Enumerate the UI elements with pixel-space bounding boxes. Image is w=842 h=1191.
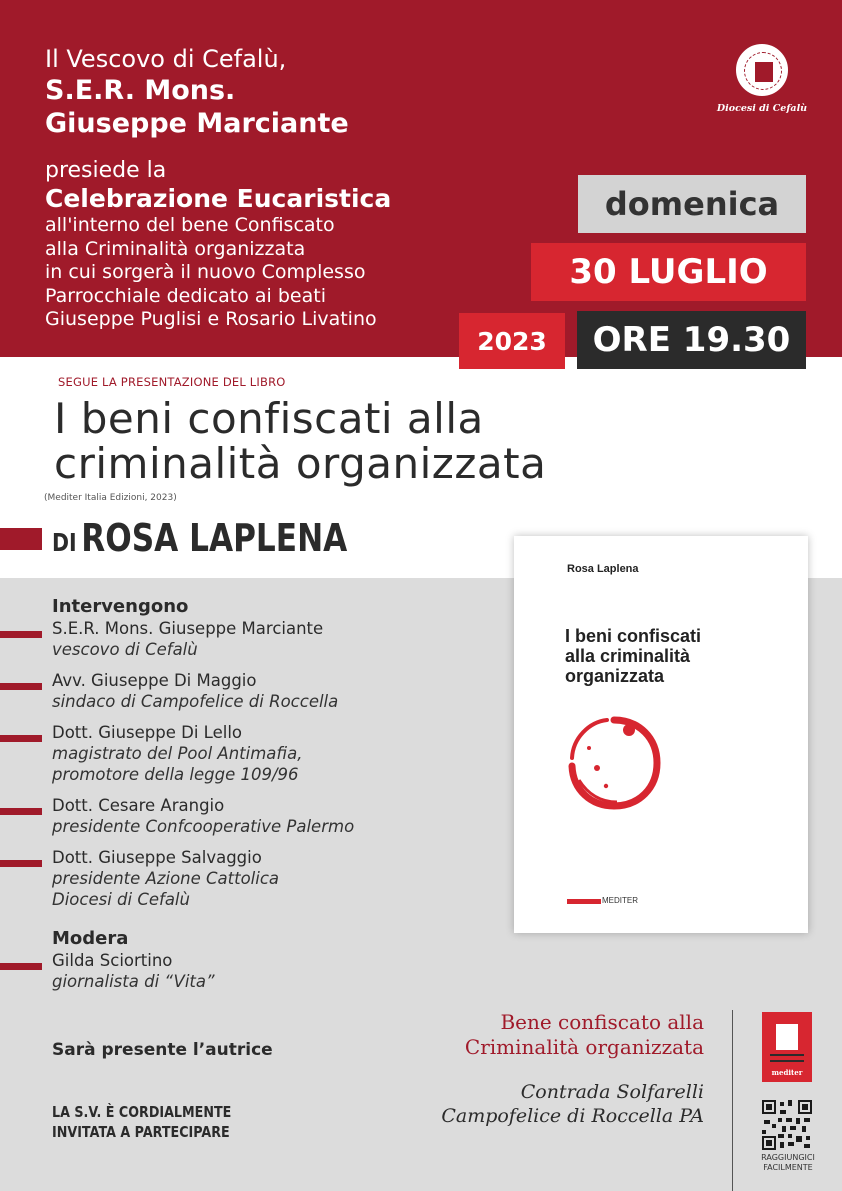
intro-line: Giuseppe Puglisi e Rosario Livatino: [45, 308, 377, 330]
speaker-role: magistrato del Pool Antimafia, promotore della legge 109/96: [52, 744, 303, 784]
speaker-tick: [0, 631, 42, 638]
speaker-name: Dott. Giuseppe Salvaggio: [52, 848, 262, 867]
intro-line: all'interno del bene Confiscato: [45, 214, 335, 236]
mediter-logo: [762, 1012, 812, 1082]
qr-label-line1: RAGGIUNGICI: [761, 1153, 815, 1162]
place-block: [465, 1010, 704, 1060]
speaker-name: Dott. Cesare Arangio: [52, 796, 225, 815]
qr-code-icon[interactable]: [762, 1100, 812, 1150]
event-year: 2023: [459, 313, 565, 369]
moderator-name: Gilda Sciortino: [52, 951, 173, 970]
red-stain-icon: [559, 708, 669, 818]
cover-title: [565, 626, 701, 686]
author-present-note: Sarà presente l’autrice: [52, 1040, 273, 1060]
publisher-note: (Mediter Italia Edizioni, 2023): [44, 493, 177, 503]
cover-title-line: alla criminalità: [565, 646, 691, 666]
speaker-role: vescovo di Cefalù: [52, 640, 198, 659]
address-line1: Contrada Solfarelli: [520, 1081, 704, 1103]
speaker-role: presidente Confcooperative Palermo: [52, 817, 355, 836]
event-time: ORE 19.30: [577, 311, 806, 369]
author-name: ROSA LAPLENA: [81, 516, 348, 560]
qr-label-line2: FACILMENTE: [763, 1163, 813, 1172]
author-prefix: DI: [52, 528, 77, 557]
speaker-tick: [0, 963, 42, 970]
speaker-tick: [0, 735, 42, 742]
invite-line2: INVITATA A PARTECIPARE: [52, 1123, 230, 1141]
moderator-heading: Modera: [52, 928, 129, 949]
author-line: [52, 516, 347, 560]
cover-publisher: MEDITER: [602, 896, 638, 905]
speakers-list: [52, 596, 354, 992]
mediter-logo-text: mediter: [771, 1068, 803, 1077]
intro-block: [45, 158, 465, 332]
intro-line: alla Criminalità organizzata: [45, 237, 306, 260]
cover-title-line: I beni confiscati: [565, 626, 702, 646]
author-accent-bar: [0, 528, 42, 550]
speaker-role: presidente Azione Cattolica Diocesi di Cefalù: [52, 869, 280, 909]
place-line1: Bene confiscato alla: [500, 1010, 704, 1034]
speaker-name: Dott. Giuseppe Di Lello: [52, 723, 242, 742]
cover-author: Rosa Laplena: [567, 563, 639, 575]
speaker-item: [52, 795, 354, 837]
event-date: 30 LUGLIO: [531, 243, 806, 301]
tower-icon: [776, 1024, 798, 1050]
speaker-tick: [0, 683, 42, 690]
event-day: domenica: [578, 175, 806, 233]
speaker-item: [52, 847, 354, 910]
qr-label: [752, 1153, 824, 1173]
book-title-line2: criminalità organizzata: [54, 439, 547, 488]
diocese-seal-icon: [734, 42, 790, 98]
place-line2: Criminalità organizzata: [464, 1035, 704, 1059]
bishop-line1: Il Vescovo di Cefalù,: [45, 45, 287, 73]
speaker-role: sindaco di Campofelice di Roccella: [52, 692, 339, 711]
moderator-item: [52, 950, 354, 992]
diocese-logo-text: Diocesi di Cefalù: [716, 103, 808, 114]
book-title-line1: I beni confiscati alla: [54, 394, 484, 443]
celebrazione-title: Celebrazione Eucaristica: [45, 184, 392, 213]
divider: [732, 1010, 733, 1191]
intro-line: Parrocchiale dedicato ai beati: [45, 284, 326, 307]
bishop-line3: Giuseppe Marciante: [45, 108, 349, 139]
intro-line: in cui sorgerà il nuovo Complesso: [45, 261, 366, 283]
segue-label: SEGUE LA PRESENTAZIONE DEL LIBRO: [58, 375, 286, 389]
speakers-heading: Intervengono: [52, 596, 189, 617]
address-block: [441, 1080, 704, 1128]
speaker-tick: [0, 860, 42, 867]
cover-title-line: organizzata: [565, 666, 665, 686]
speaker-name: Avv. Giuseppe Di Maggio: [52, 671, 257, 690]
waves-icon: [770, 1054, 804, 1062]
speaker-tick: [0, 808, 42, 815]
speaker-item: [52, 670, 354, 712]
moderator-role: giornalista di “Vita”: [52, 972, 215, 991]
speaker-name: S.E.R. Mons. Giuseppe Marciante: [52, 619, 324, 638]
cover-publisher-bar: [567, 899, 601, 904]
book-cover: [514, 536, 808, 933]
presiede-text: presiede la: [45, 158, 167, 183]
diocese-logo: [712, 42, 812, 114]
invite-text: [52, 1102, 231, 1142]
address-line2: Campofelice di Roccella PA: [441, 1105, 704, 1127]
speaker-item: [52, 618, 354, 660]
invite-line1: LA S.V. È CORDIALMENTE: [52, 1103, 232, 1121]
bishop-line2: S.E.R. Mons.: [45, 75, 236, 106]
speaker-item: [52, 722, 354, 785]
bishop-block: [45, 44, 349, 140]
book-title: [54, 396, 546, 486]
